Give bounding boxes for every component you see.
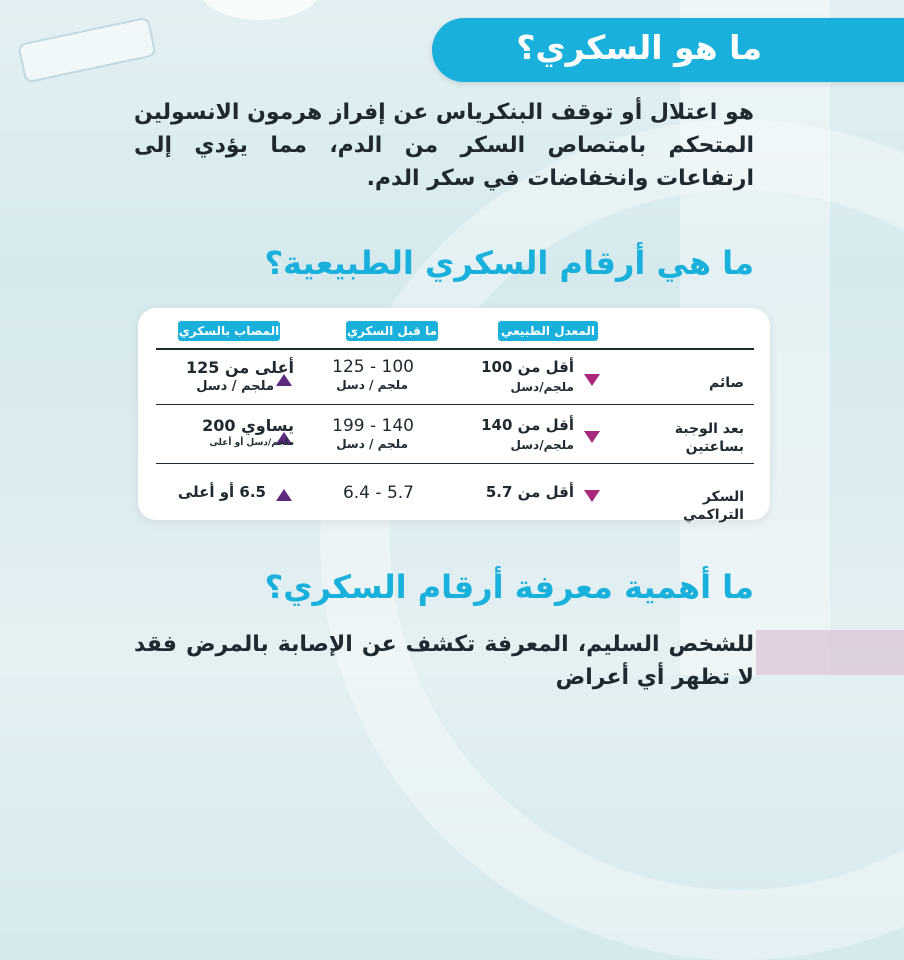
cell-diabetic-value: 6.5 أو أعلى — [177, 483, 266, 501]
row-label-hba1c: السكر التراكمي — [683, 489, 744, 523]
cell-normal-value: أقل من 100 — [481, 358, 574, 376]
header-divider — [156, 348, 754, 350]
title-banner — [432, 18, 904, 82]
row-label-after-meal: بعد الوجبة بساعتين — [674, 421, 744, 455]
cell-normal-value: أقل من 140 — [481, 416, 574, 434]
cell-diabetic-value: أعلى من 125 — [186, 358, 294, 377]
cell-normal-unit: ملجم/دسل — [510, 380, 574, 394]
cell-pre-value: 5.7 - 6.4 — [342, 483, 414, 503]
page-title: ما هو السكري؟ — [516, 28, 762, 67]
intro-paragraph: هو اعتلال أو توقف البنكرياس عن إفراز هرمون الانسولين المتحكم بامتصاص السكر من الدم، مما يؤدي إلى ارتفاعات وانخفاضات في سكر الدم. — [134, 100, 754, 191]
header-prediabetic: ما قبل السكري — [346, 321, 438, 341]
row-label-fasting: صائم — [708, 375, 744, 391]
down-arrow-icon — [584, 431, 600, 443]
cell-diabetic-unit: ملجم / دسل — [196, 379, 274, 394]
background-device — [17, 17, 156, 84]
up-arrow-icon — [276, 489, 292, 501]
row-divider — [156, 463, 754, 464]
cell-diabetic-value: يساوي 200 — [202, 416, 294, 435]
down-arrow-icon — [584, 374, 600, 386]
cell-normal-value: أقل من 5.7 — [485, 483, 574, 501]
background-strip — [756, 630, 904, 675]
importance-heading: ما أهمية معرفة أرقام السكري؟ — [264, 568, 754, 606]
header-normal: المعدل الطبيعي — [498, 321, 598, 341]
down-arrow-icon — [584, 490, 600, 502]
cell-diabetic-unit: ملجم/دسل أو أعلى — [209, 438, 294, 448]
cell-pre-value: 100 - 125 — [332, 357, 414, 377]
sugar-levels-table — [138, 308, 770, 523]
importance-paragraph: للشخص السليم، المعرفة تكشف عن الإصابة بالمرض فقد لا تظهر أي أعراض — [134, 632, 754, 690]
normal-values-heading: ما هي أرقام السكري الطبيعية؟ — [264, 244, 754, 282]
cell-pre-unit: ملجم / دسل — [336, 378, 408, 392]
row-divider — [156, 404, 754, 405]
header-diabetic: المصاب بالسكري — [178, 321, 280, 341]
cell-pre-value: 140 - 199 — [332, 416, 414, 436]
background-cup — [200, 0, 320, 20]
cell-normal-unit: ملجم/دسل — [510, 438, 574, 452]
cell-pre-unit: ملجم / دسل — [336, 437, 408, 451]
